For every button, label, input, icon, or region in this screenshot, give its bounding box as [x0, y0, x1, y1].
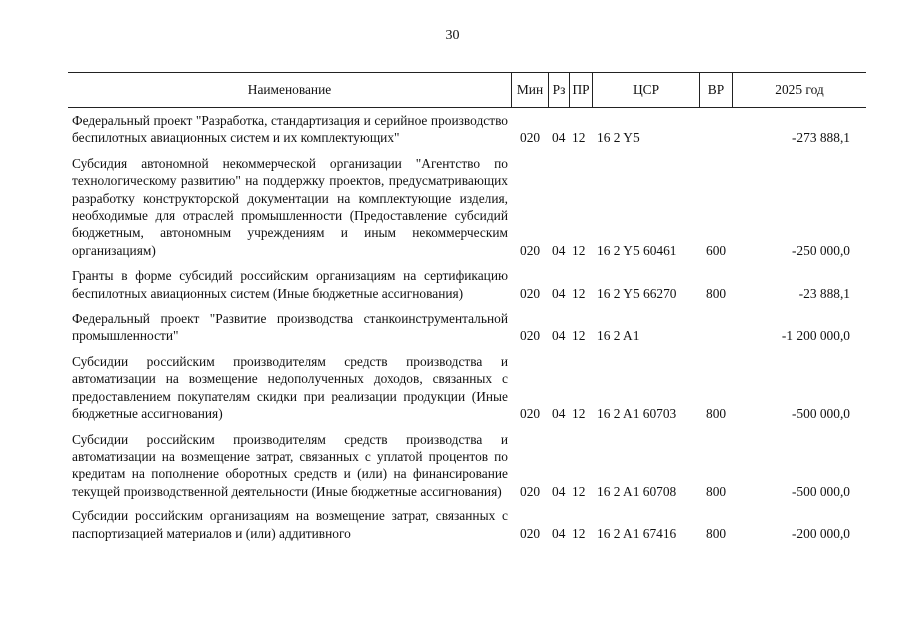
cell-rz: 04: [552, 130, 566, 146]
table-header: [68, 72, 866, 108]
header-csr: ЦСР: [593, 73, 700, 107]
cell-rz: 04: [552, 525, 566, 541]
cell-sum: -250 000,0: [791, 242, 850, 258]
cell-vr: 800: [706, 406, 727, 422]
cell-sum: -23 888,1: [798, 285, 850, 301]
cell-csr: 16 2 A1 67416: [597, 525, 677, 541]
cell-min: 020: [520, 130, 541, 146]
cell-vr: 800: [706, 483, 727, 499]
cell-sum: -200 000,0: [791, 525, 850, 541]
page-number: 30: [445, 28, 460, 43]
cell-pr: 12: [572, 130, 586, 146]
cell-csr: 16 2 Y5 66270: [597, 285, 677, 301]
table-row: [68, 112, 866, 147]
cell-csr: 16 2 A1 60703: [597, 406, 677, 422]
cell-pr: 12: [572, 285, 586, 301]
cell-sum: -500 000,0: [791, 483, 850, 499]
cell-vr: 600: [706, 242, 727, 258]
table-row: [68, 353, 866, 423]
table-row: [68, 508, 866, 542]
cell-pr: 12: [572, 406, 586, 422]
cell-rz: 04: [552, 328, 566, 344]
cell-sum: -1 200 000,0: [781, 328, 850, 344]
cell-name: Гранты в форме субсидий российским организациям на сертификацию беспилотных авиационных систем (Иные бюджетные ассигнования): [72, 268, 508, 301]
cell-pr: 12: [572, 328, 586, 344]
cell-name: Субсидии российским организациям на возмещение затрат, связанных с паспортизацией материалов и (или) аддитивного: [72, 508, 508, 541]
cell-sum: -500 000,0: [791, 406, 850, 422]
cell-pr: 12: [572, 525, 586, 541]
cell-csr: 16 2 Y5 60461: [597, 242, 677, 258]
header-sum-2025: 2025 год: [775, 82, 824, 97]
cell-rz: 04: [552, 285, 566, 301]
cell-rz: 04: [552, 406, 566, 422]
table-row: [68, 310, 866, 345]
cell-vr: 800: [706, 285, 727, 301]
cell-rz: 04: [552, 483, 566, 499]
cell-vr: 800: [706, 525, 727, 541]
cell-min: 020: [520, 328, 541, 344]
cell-min: 020: [520, 525, 541, 541]
cell-name: Субсидии российским производителям средств производства и автоматизации на возмещение недополученных доходов, связанных с предоставлением покупателям скидки при реализации продукции (Иные бюджетные ассигнования): [72, 353, 508, 422]
cell-rz: 04: [552, 242, 566, 258]
cell-sum: -273 888,1: [791, 130, 850, 146]
table-row: [68, 155, 866, 259]
cell-name: Федеральный проект "Развитие производства станкоинструментальной промышленности": [72, 311, 508, 344]
header-vr: ВР: [700, 73, 733, 107]
cell-pr: 12: [572, 242, 586, 258]
header-pr: ПР: [570, 73, 593, 107]
header-min: Мин: [512, 73, 549, 107]
table-row: [68, 267, 866, 302]
cell-min: 020: [520, 483, 541, 499]
header-rz: Рз: [549, 73, 570, 107]
cell-name: Федеральный проект "Разработка, стандартизация и серийное производство беспилотных авиационных систем и их комплектующих": [72, 113, 508, 146]
cell-min: 020: [520, 285, 541, 301]
cell-name: Субсидия автономной некоммерческой организации "Агентство по технологическому развитию" на поддержку проектов, предусматривающих разработку конструкторской документации на комплектующие изделия, необходимые для отраслей промышленности (Предоставление субсидий бюджетным, автономным учреждениям и иным некоммерческим организациям): [72, 155, 508, 258]
table-body: [68, 112, 866, 550]
header-name: Наименование: [68, 73, 512, 107]
cell-min: 020: [520, 242, 541, 258]
cell-name: Субсидии российским производителям средств производства и автоматизации на возмещение затрат, связанных с уплатой процентов по кредитам на пополнение оборотных средств и (или) на финансирование текущей производственной деятельности (Иные бюджетные ассигнования): [72, 431, 508, 499]
cell-csr: 16 2 A1 60708: [597, 483, 677, 499]
cell-pr: 12: [572, 483, 586, 499]
cell-min: 020: [520, 406, 541, 422]
cell-csr: 16 2 A1: [597, 328, 640, 344]
cell-csr: 16 2 Y5: [597, 130, 640, 146]
table-row: [68, 431, 866, 501]
